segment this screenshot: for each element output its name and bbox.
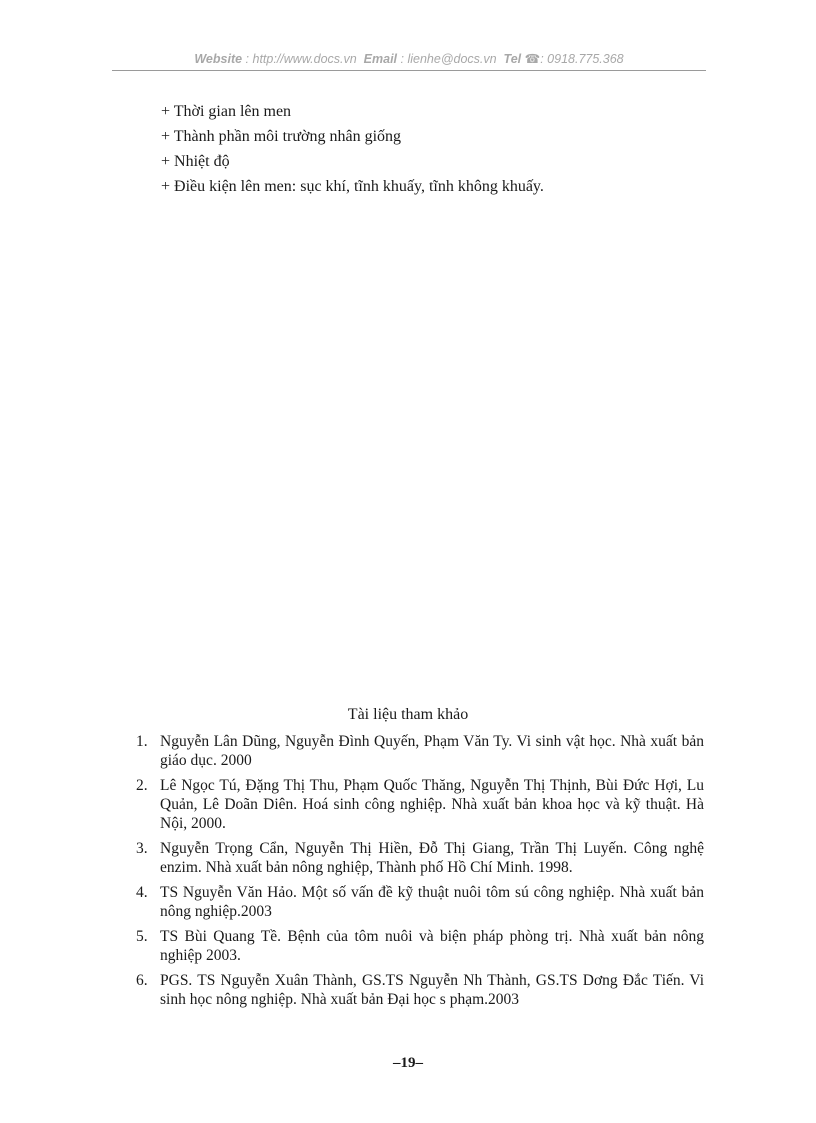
- reference-text: Nguyễn Trọng Cẩn, Nguyễn Thị Hiền, Đỗ Thị Giang, Trần Thị Luyến. Công nghệ enzim. Nhà xuất bản nông nghiệp, Thành phố Hồ Chí Minh. 1998.: [160, 840, 704, 876]
- reference-number: 2.: [136, 777, 148, 794]
- reference-text: PGS. TS Nguyễn Xuân Thành, GS.TS Nguyễn Nh Thành, GS.TS Dơng Đắc Tiến. Vi sinh học nông nghiệp. Nhà xuất bản Đại học s phạm.2003: [160, 972, 704, 1008]
- website-value: : http://www.docs.vn: [245, 52, 357, 66]
- reference-item: [136, 776, 704, 833]
- list-item: + Thời gian lên men: [161, 103, 292, 120]
- reference-number: 5.: [136, 928, 148, 945]
- website-label: Website: [194, 52, 243, 66]
- list-item: + Nhiệt độ: [161, 153, 230, 170]
- reference-number: 3.: [136, 840, 148, 857]
- references-title: Tài liệu tham khảo: [347, 706, 469, 723]
- reference-number: 6.: [136, 972, 148, 989]
- email-value: : lienhe@docs.vn: [400, 52, 497, 66]
- reference-text: TS Bùi Quang Tề. Bệnh của tôm nuôi và biện pháp phòng trị. Nhà xuất bản nông nghiệp 2003.: [160, 928, 704, 964]
- tel-value: : 0918.775.368: [540, 52, 624, 66]
- list-item: + Điều kiện lên men: sục khí, tĩnh khuấy, tĩnh không khuấy.: [161, 178, 544, 195]
- reference-item: [136, 971, 704, 1009]
- reference-number: 1.: [136, 733, 148, 750]
- reference-item: [136, 883, 704, 921]
- reference-text: Nguyễn Lân Dũng, Nguyễn Đình Quyến, Phạm Văn Ty. Vi sinh vật học. Nhà xuất bản giáo dục. 2000: [160, 733, 704, 769]
- reference-text: TS Nguyễn Văn Hảo. Một số vấn đề kỹ thuật nuôi tôm sú công nghiệp. Nhà xuất bản nông nghiệp.2003: [160, 884, 704, 920]
- page-number: –19–: [393, 1055, 423, 1071]
- reference-item: [136, 927, 704, 965]
- reference-number: 4.: [136, 884, 148, 901]
- phone-icon: ☎: [524, 52, 541, 66]
- references-list: [136, 732, 704, 1015]
- page-header: [112, 51, 706, 66]
- email-label: Email: [363, 52, 398, 66]
- list-item: + Thành phần môi trường nhân giống: [161, 128, 402, 145]
- reference-text: Lê Ngọc Tú, Đặng Thị Thu, Phạm Quốc Thăng, Nguyễn Thị Thịnh, Bùi Đức Hợi, Lu Quản, Lê Doãn Diên. Hoá sinh công nghiệp. Nhà xuất bản khoa học và kỹ thuật. Hà Nội, 2000.: [160, 777, 704, 832]
- tel-label: Tel: [503, 52, 522, 66]
- reference-item: [136, 839, 704, 877]
- fermentation-factors-list: [161, 101, 544, 201]
- header-divider: [112, 70, 706, 71]
- reference-item: [136, 732, 704, 770]
